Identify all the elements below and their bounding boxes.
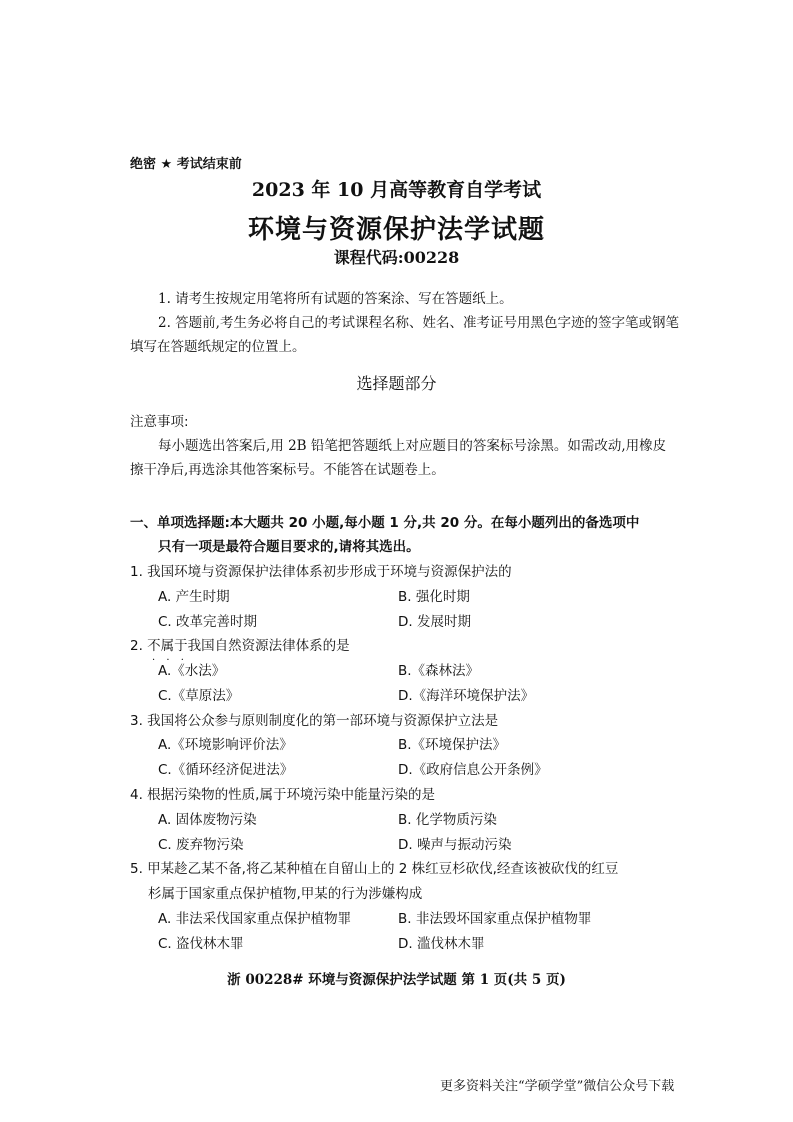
question-5-option-a: A. 非法采伐国家重点保护植物罪 <box>158 911 352 927</box>
notes-title: 注意事项: <box>130 414 189 430</box>
question-2-stem: 2. 不属于我国自然资源法律体系的是 <box>130 638 350 654</box>
question-5-stem: 5. 甲某趁乙某不备,将乙某种植在自留山上的 2 株红豆杉砍伐,经查该被砍伐的红豆 <box>130 861 619 877</box>
question-2-option-d: D.《海洋环境保护法》 <box>398 688 535 704</box>
part-one-heading-cont: 只有一项是最符合题目要求的,请将其选出。 <box>158 539 420 555</box>
emphasis-dots: · · · <box>152 655 188 666</box>
watermark-text: 更多资料关注“学硕学堂”微信公众号下载 <box>440 1079 675 1094</box>
question-3-option-c: C.《循环经济促进法》 <box>158 762 294 778</box>
question-3-option-a: A.《环境影响评价法》 <box>158 737 293 753</box>
question-2-option-a: A.《水法》 <box>158 663 226 679</box>
notes-line-1: 每小题选出答案后,用 2B 铅笔把答题纸上对应题目的答案标号涂黑。如需改动,用橡皮 <box>158 438 667 454</box>
question-1-stem: 1. 我国环境与资源保护法律体系初步形成于环境与资源保护法的 <box>130 564 512 580</box>
question-3-option-b: B.《环境保护法》 <box>398 737 507 753</box>
question-5-option-c: C. 盗伐林木罪 <box>158 936 244 952</box>
subject-title: 环境与资源保护法学试题 <box>247 215 545 245</box>
part-one-heading: 一、单项选择题:本大题共 20 小题,每小题 1 分,共 20 分。在每小题列出的备选项中 <box>130 515 640 531</box>
question-3-option-d: D.《政府信息公开条例》 <box>398 762 548 778</box>
question-1-option-c: C. 改革完善时期 <box>158 614 258 630</box>
exam-title: 2023 年 10 月高等教育自学考试 <box>251 179 542 201</box>
question-4-option-b: B. 化学物质污染 <box>398 812 497 828</box>
question-4-option-c: C. 废弃物污染 <box>158 837 244 853</box>
question-5-option-b: B. 非法毁坏国家重点保护植物罪 <box>398 911 592 927</box>
question-2-option-c: C.《草原法》 <box>158 688 240 704</box>
question-1-option-a: A. 产生时期 <box>158 589 230 605</box>
question-5-option-d: D. 滥伐林木罪 <box>398 936 485 952</box>
section-title: 选择题部分 <box>356 374 437 393</box>
question-4-option-a: A. 固体废物污染 <box>158 812 257 828</box>
question-4-option-d: D. 噪声与振动污染 <box>398 837 512 853</box>
course-code: 课程代码:00228 <box>333 248 460 267</box>
question-2-option-b: B.《森林法》 <box>398 663 480 679</box>
instruction-2: 2. 答题前,考生务必将自己的考试课程名称、姓名、准考证号用黑色字迹的签字笔或钢笔 <box>158 315 679 331</box>
instruction-1: 1. 请考生按规定用笔将所有试题的答案涂、写在答题纸上。 <box>158 291 513 307</box>
notes-line-2: 擦干净后,再选涂其他答案标号。不能答在试题卷上。 <box>130 462 445 478</box>
question-3-stem: 3. 我国将公众参与原则制度化的第一部环境与资源保护立法是 <box>130 713 499 729</box>
instruction-2-cont: 填写在答题纸规定的位置上。 <box>130 339 306 355</box>
question-1-option-d: D. 发展时期 <box>398 614 471 630</box>
confidential-label: 绝密 ★ 考试结束前 <box>130 157 242 172</box>
question-5-stem-cont: 杉属于国家重点保护植物,甲某的行为涉嫌构成 <box>148 886 423 902</box>
page-footer: 浙 00228# 环境与资源保护法学试题 第 1 页(共 5 页) <box>227 972 566 988</box>
question-4-stem: 4. 根据污染物的性质,属于环境污染中能量污染的是 <box>130 787 435 803</box>
question-1-option-b: B. 强化时期 <box>398 589 470 605</box>
